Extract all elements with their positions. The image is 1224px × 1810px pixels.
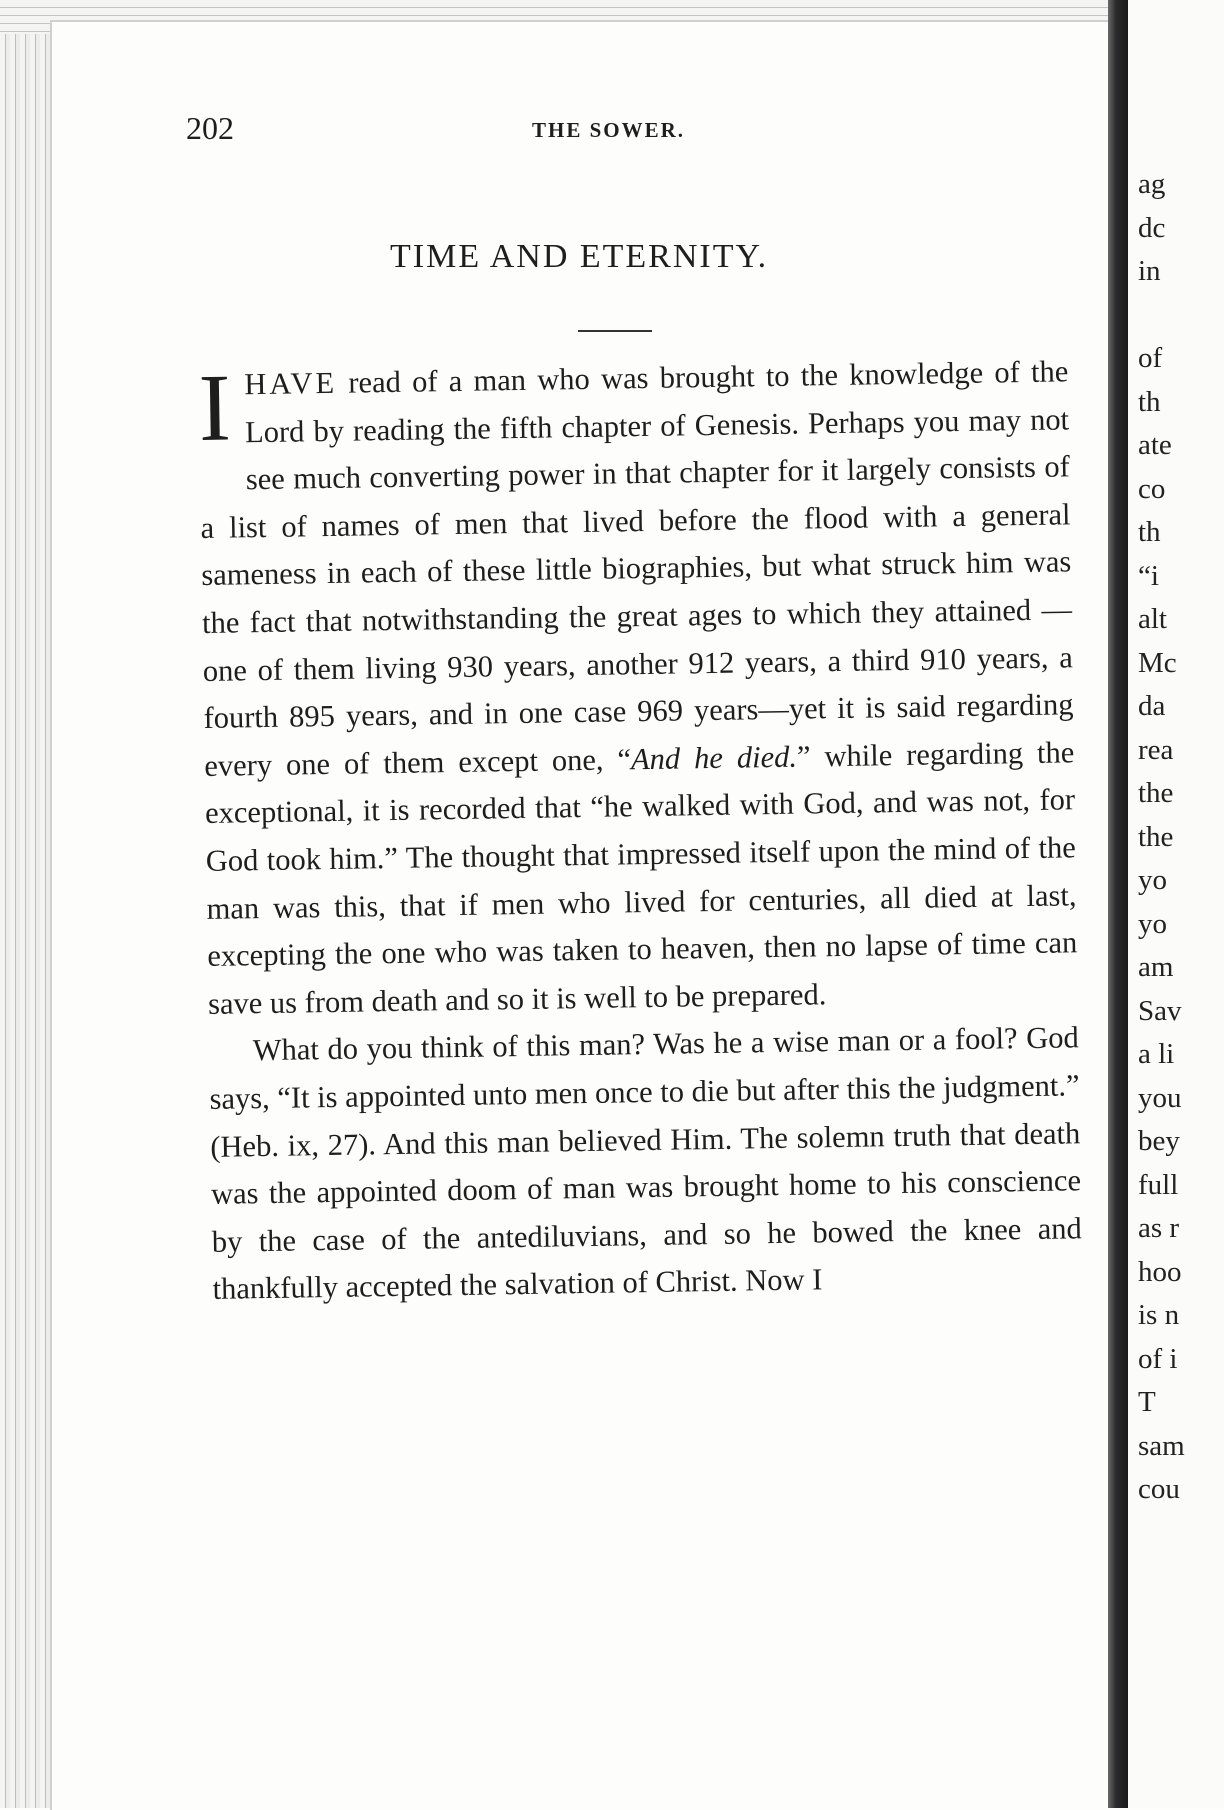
title-rule [578,330,652,332]
book-gutter [1108,0,1128,1808]
facing-page-line: cou [1138,1473,1180,1505]
journal-title: THE SOWER. [532,118,686,142]
facing-page-line: dc [1138,211,1166,244]
running-head [186,110,1066,150]
facing-page [1128,0,1224,1808]
facing-page-line: am [1138,951,1174,983]
facing-page-line: alt [1138,603,1167,635]
facing-page-line: da [1138,690,1166,722]
facing-page-line: sam [1138,1429,1185,1462]
paragraph-1 [198,348,1078,1028]
facing-page-line: yo [1138,864,1167,896]
paragraph-2: What do you think of this man? Was he a wise man or a fool? God says, “It is appointed unto men once to die but after this the judgment.” (Heb. ix, 27). And this man believed Him. The solemn truth that death was the appointed doom of man was brought home to his conscience by the case of the antediluvians, and so he bowed the knee and thankfully accepted the salvation of Christ. Now I [209,1020,1082,1307]
facing-page-line: ag [1138,168,1166,200]
facing-page-line: Sav [1138,994,1182,1027]
facing-page-line: th [1138,385,1161,418]
facing-page-line: in [1138,255,1161,287]
facing-page-line: T [1138,1386,1156,1418]
facing-page-line: hoo [1138,1255,1182,1288]
italic-quote: And he died. [630,739,798,776]
facing-page-line: you [1138,1081,1182,1114]
facing-page-line: ate [1138,429,1172,461]
facing-page-line: of [1138,342,1163,374]
facing-page-line: is n [1138,1299,1180,1331]
paragraph-1-text-b: ” while regarding the exceptional, it is recorded that “he walked with God, and was not, for God took him.” The thought that impressed itself upon the mind of the man was this, that if men who lived for centuries, all died at last, excepting the one who was taken to heaven, then no lapse of time can save us from death and so it is well to be prepared. [204,735,1078,1021]
article-title: TIME AND ETERNITY. [390,238,769,275]
facing-page-line: co [1138,472,1166,505]
facing-page-line: as r [1138,1212,1180,1244]
page-number: 202 [186,110,234,146]
article-body [198,348,1083,1313]
facing-page-line: Mc [1138,646,1177,679]
facing-page-line: th [1138,516,1161,548]
facing-page-line: a li [1138,1038,1175,1070]
paragraph-1-text-a: read of a man who was brought to the knowledge of the Lord by reading the fifth chapter of Genesis. Perhaps you may not see much converting power in that chapter for it largely consists of a list of names of men that lived before the flood with a general sameness in each of these little biographies, but what struck him was the fact that notwithstanding the great ages to which they attained —one of them living 930 years, another 912 years, a third 910 years, a fourth 895 years, and in one case 969 years—yet it is said regarding every one of them except one, “ [200,354,1074,783]
facing-page-line: the [1138,820,1174,853]
opening-word: HAVE [244,365,338,402]
facing-page-line: full [1138,1168,1179,1201]
page-stack-edges [0,0,52,1808]
facing-page-line: the [1138,777,1174,809]
facing-page-line: of i [1138,1342,1178,1375]
facing-page-line: yo [1138,907,1167,940]
facing-page-line: bey [1138,1125,1180,1157]
facing-page-line: “i [1138,559,1159,592]
drop-cap: I [197,353,232,461]
facing-page-line: rea [1138,733,1174,766]
